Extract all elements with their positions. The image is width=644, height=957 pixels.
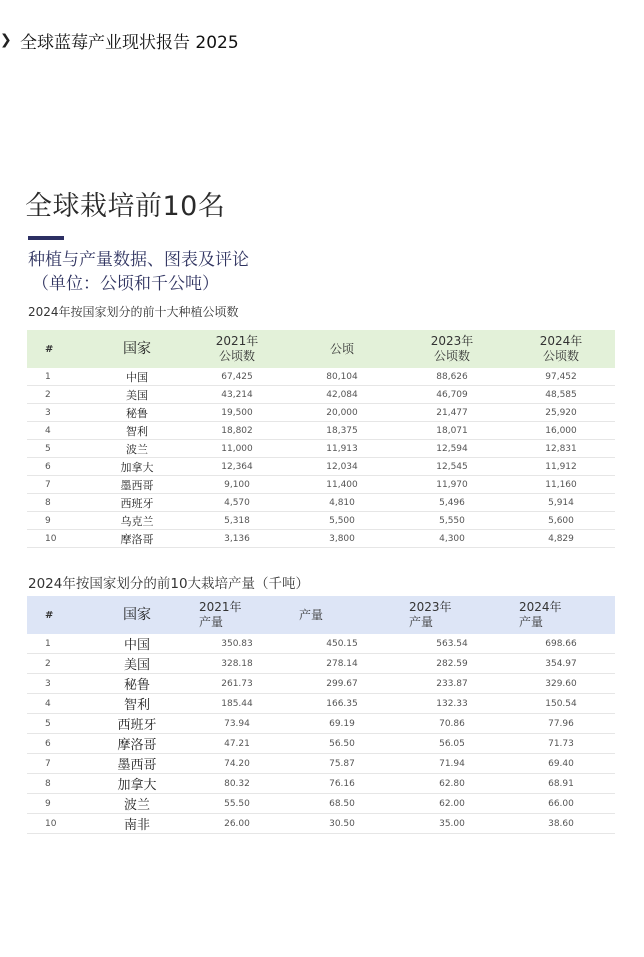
value-cell: 5,550 (397, 512, 507, 530)
rank-cell: 5 (27, 714, 87, 734)
value-cell: 71.73 (507, 734, 615, 754)
value-cell: 70.86 (397, 714, 507, 734)
value-cell: 38.60 (507, 814, 615, 834)
country-cell: 波兰 (87, 794, 187, 814)
value-cell: 42,084 (287, 386, 397, 404)
value-cell: 132.33 (397, 694, 507, 714)
value-cell: 12,831 (507, 440, 615, 458)
production-header-5: 2024年 产量 (519, 600, 562, 629)
value-cell: 4,810 (287, 494, 397, 512)
country-cell: 美国 (87, 654, 187, 674)
table-row (27, 774, 615, 794)
value-cell: 9,100 (187, 476, 287, 494)
value-cell: 62.80 (397, 774, 507, 794)
value-cell: 56.50 (287, 734, 397, 754)
value-cell: 67,425 (187, 368, 287, 386)
value-cell: 21,477 (397, 404, 507, 422)
value-cell: 80.32 (187, 774, 287, 794)
subtitle-line-2: （单位：公顷和千公吨） (32, 274, 219, 294)
country-cell: 西班牙 (87, 494, 187, 512)
country-cell: 中国 (87, 634, 187, 654)
country-cell: 秘鲁 (87, 674, 187, 694)
value-cell: 62.00 (397, 794, 507, 814)
area-table (27, 330, 615, 548)
country-cell: 乌克兰 (87, 512, 187, 530)
value-cell: 30.50 (287, 814, 397, 834)
value-cell: 11,000 (187, 440, 287, 458)
value-cell: 26.00 (187, 814, 287, 834)
value-cell: 69.40 (507, 754, 615, 774)
table-row (27, 494, 615, 512)
value-cell: 43,214 (187, 386, 287, 404)
country-cell: 中国 (87, 368, 187, 386)
table-row (27, 404, 615, 422)
country-cell: 加拿大 (87, 774, 187, 794)
country-cell: 南非 (87, 814, 187, 834)
rank-cell: 9 (27, 794, 87, 814)
value-cell: 166.35 (287, 694, 397, 714)
table-row (27, 458, 615, 476)
rank-cell: 8 (27, 494, 87, 512)
value-cell: 11,912 (507, 458, 615, 476)
rank-cell: 5 (27, 440, 87, 458)
table-row (27, 814, 615, 834)
production-table-body (27, 634, 615, 834)
title-accent-line (28, 236, 64, 240)
value-cell: 5,318 (187, 512, 287, 530)
value-cell: 354.97 (507, 654, 615, 674)
value-cell: 16,000 (507, 422, 615, 440)
rank-cell: 2 (27, 386, 87, 404)
value-cell: 18,071 (397, 422, 507, 440)
value-cell: 76.16 (287, 774, 397, 794)
rank-cell: 1 (27, 634, 87, 654)
table-row (27, 714, 615, 734)
country-cell: 秘鲁 (87, 404, 187, 422)
value-cell: 71.94 (397, 754, 507, 774)
country-cell: 墨西哥 (87, 476, 187, 494)
value-cell: 3,800 (287, 530, 397, 548)
table-row (27, 674, 615, 694)
report-title: 全球蓝莓产业现状报告 2025 (20, 32, 239, 53)
value-cell: 46,709 (397, 386, 507, 404)
value-cell: 75.87 (287, 754, 397, 774)
area-header-5: 2024年 公顷数 (539, 334, 583, 363)
table-row (27, 476, 615, 494)
value-cell: 11,160 (507, 476, 615, 494)
area-table-body (27, 368, 615, 548)
value-cell: 563.54 (397, 634, 507, 654)
country-cell: 智利 (87, 422, 187, 440)
value-cell: 56.05 (397, 734, 507, 754)
area-header-2: 2021年 公顷数 (215, 334, 259, 363)
value-cell: 47.21 (187, 734, 287, 754)
rank-cell: 7 (27, 754, 87, 774)
table-row (27, 440, 615, 458)
value-cell: 74.20 (187, 754, 287, 774)
area-table-header-row (27, 330, 615, 368)
value-cell: 185.44 (187, 694, 287, 714)
value-cell: 150.54 (507, 694, 615, 714)
value-cell: 4,300 (397, 530, 507, 548)
value-cell: 12,364 (187, 458, 287, 476)
value-cell: 5,500 (287, 512, 397, 530)
subtitle-line-1: 种植与产量数据、图表及评论 (28, 250, 249, 270)
value-cell: 299.67 (287, 674, 397, 694)
value-cell: 328.18 (187, 654, 287, 674)
value-cell: 18,802 (187, 422, 287, 440)
rank-cell: 9 (27, 512, 87, 530)
rank-cell: 6 (27, 734, 87, 754)
value-cell: 5,600 (507, 512, 615, 530)
value-cell: 80,104 (287, 368, 397, 386)
table-row (27, 654, 615, 674)
value-cell: 11,913 (287, 440, 397, 458)
country-cell: 西班牙 (87, 714, 187, 734)
section-title: 全球栽培前10名 (25, 191, 226, 222)
area-header-1: 国家 (123, 340, 151, 357)
area-header-3: 公顷 (329, 341, 354, 356)
rank-cell: 7 (27, 476, 87, 494)
value-cell: 88,626 (397, 368, 507, 386)
production-table-caption: 2024年按国家划分的前10大栽培产量（千吨） (28, 576, 310, 592)
value-cell: 20,000 (287, 404, 397, 422)
value-cell: 19,500 (187, 404, 287, 422)
area-header-0: # (45, 343, 54, 355)
value-cell: 35.00 (397, 814, 507, 834)
rank-cell: 4 (27, 422, 87, 440)
value-cell: 66.00 (507, 794, 615, 814)
rank-cell: 2 (27, 654, 87, 674)
country-cell: 智利 (87, 694, 187, 714)
production-header-4: 2023年 产量 (409, 600, 452, 629)
table-row (27, 634, 615, 654)
rank-cell: 1 (27, 368, 87, 386)
value-cell: 97,452 (507, 368, 615, 386)
country-cell: 摩洛哥 (87, 734, 187, 754)
value-cell: 11,970 (397, 476, 507, 494)
value-cell: 3,136 (187, 530, 287, 548)
area-header-4: 2023年 公顷数 (430, 334, 474, 363)
rank-cell: 6 (27, 458, 87, 476)
rank-cell: 3 (27, 404, 87, 422)
value-cell: 261.73 (187, 674, 287, 694)
value-cell: 350.83 (187, 634, 287, 654)
country-cell: 摩洛哥 (87, 530, 187, 548)
production-table (27, 596, 615, 834)
country-cell: 墨西哥 (87, 754, 187, 774)
table-row (27, 794, 615, 814)
production-header-3: 产量 (299, 607, 324, 622)
value-cell: 12,034 (287, 458, 397, 476)
value-cell: 11,400 (287, 476, 397, 494)
table-row (27, 734, 615, 754)
table-row (27, 386, 615, 404)
production-header-2: 2021年 产量 (199, 600, 242, 629)
production-header-1: 国家 (123, 606, 151, 623)
value-cell: 450.15 (287, 634, 397, 654)
rank-cell: 10 (27, 530, 87, 548)
area-table-caption: 2024年按国家划分的前十大种植公顷数 (28, 305, 239, 319)
value-cell: 4,829 (507, 530, 615, 548)
production-header-0: # (45, 609, 54, 621)
rank-cell: 3 (27, 674, 87, 694)
country-cell: 美国 (87, 386, 187, 404)
value-cell: 25,920 (507, 404, 615, 422)
value-cell: 5,914 (507, 494, 615, 512)
section-subtitle (28, 248, 249, 296)
app-header (0, 26, 239, 54)
rank-cell: 8 (27, 774, 87, 794)
value-cell: 4,570 (187, 494, 287, 512)
value-cell: 68.91 (507, 774, 615, 794)
value-cell: 5,496 (397, 494, 507, 512)
value-cell: 278.14 (287, 654, 397, 674)
rank-cell: 4 (27, 694, 87, 714)
country-cell: 波兰 (87, 440, 187, 458)
value-cell: 12,545 (397, 458, 507, 476)
value-cell: 282.59 (397, 654, 507, 674)
table-row (27, 694, 615, 714)
value-cell: 698.66 (507, 634, 615, 654)
country-cell: 加拿大 (87, 458, 187, 476)
value-cell: 68.50 (287, 794, 397, 814)
value-cell: 55.50 (187, 794, 287, 814)
value-cell: 329.60 (507, 674, 615, 694)
table-row (27, 754, 615, 774)
value-cell: 69.19 (287, 714, 397, 734)
production-table-header-row (27, 596, 615, 634)
value-cell: 48,585 (507, 386, 615, 404)
table-row (27, 422, 615, 440)
value-cell: 77.96 (507, 714, 615, 734)
value-cell: 73.94 (187, 714, 287, 734)
table-row (27, 530, 615, 548)
value-cell: 12,594 (397, 440, 507, 458)
table-row (27, 512, 615, 530)
value-cell: 18,375 (287, 422, 397, 440)
back-chevron-icon[interactable]: ❯ (0, 32, 12, 48)
value-cell: 233.87 (397, 674, 507, 694)
table-row (27, 368, 615, 386)
rank-cell: 10 (27, 814, 87, 834)
